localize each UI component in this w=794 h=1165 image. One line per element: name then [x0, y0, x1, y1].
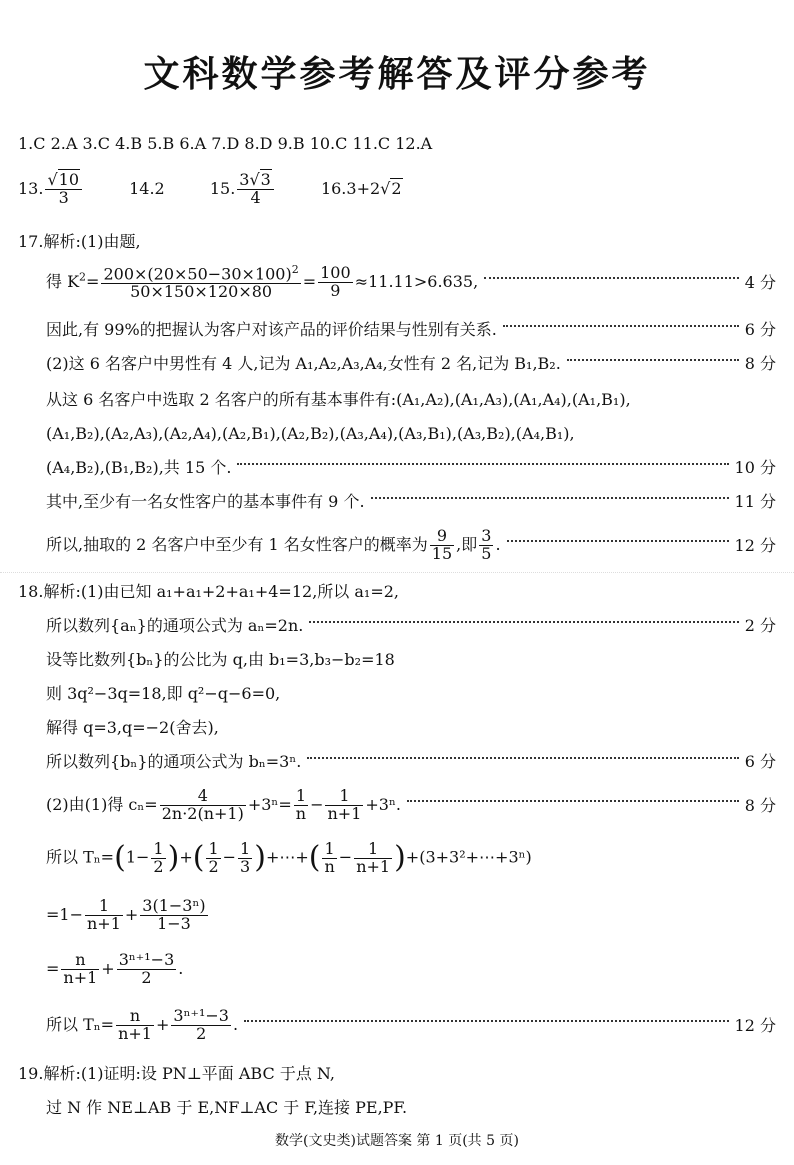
q13-numerator: 10 — [58, 170, 80, 189]
frac-den: n+1 — [356, 856, 391, 876]
line-text: + — [124, 904, 139, 924]
score-label: 8 分 — [744, 354, 776, 373]
q18-head: 18.解析:(1)由已知 a₁+a₁+2+a₁+4=12,所以 a₁=2, — [18, 582, 399, 601]
k-frac-den: 9 — [330, 280, 341, 300]
line-text: +3ⁿ= — [247, 794, 292, 814]
line-text: − — [310, 794, 324, 814]
q18-line-5: 解得 q=3,q=−2(舍去), — [46, 718, 219, 737]
frac-den: n+1 — [118, 1023, 152, 1043]
q17-line-8 — [46, 528, 776, 563]
score-label: 2 分 — [744, 616, 776, 635]
line-text: (2)由(1)得 cₙ= — [46, 794, 158, 814]
section-divider — [0, 572, 794, 573]
line-text: ,即 — [456, 534, 478, 554]
q13-denominator: 3 — [58, 187, 69, 207]
fill-answers: 13. $\frac{√10}{3}$ 14.2 15. $\frac{3√3}{4}$ 16.3+2√2 — [18, 170, 402, 207]
frac-den: n — [324, 856, 335, 876]
prob-numerator: 9 — [430, 528, 454, 546]
q18-line-7 — [46, 788, 776, 823]
k-tail: ≈11.11>6.635, — [354, 271, 479, 291]
q18-line-6 — [46, 752, 776, 771]
frac-num: 3(1−3ⁿ) — [142, 896, 206, 915]
frac-num: 1 — [354, 841, 392, 859]
frac-num: 3ⁿ⁺¹−3 — [173, 1006, 229, 1025]
page-footer: 数学(文史类)试题答案 第 1 页(共 5 页) — [275, 1133, 519, 1149]
line-text: 其中,至少有一名女性客户的基本事件有 9 个. — [46, 492, 365, 511]
dot-leader — [484, 277, 739, 279]
frac-num: 4 — [160, 788, 246, 806]
prob-denominator: 15 — [431, 543, 453, 563]
line-text: 所以,抽取的 2 名客户中至少有 1 名女性客户的概率为 — [46, 534, 428, 554]
mc-answers: 1.C 2.A 3.C 4.B 5.B 6.A 7.D 8.D 9.B 10.C 11.C 12.A — [18, 134, 433, 153]
q15-numerator: 3 — [260, 170, 271, 189]
score-label: 6 分 — [744, 752, 776, 771]
frac-den: 1−3 — [157, 913, 191, 933]
score-label: 11 分 — [734, 492, 776, 511]
frac-num: 3ⁿ⁺¹−3 — [118, 950, 175, 969]
q18-line-8: 所以 Tₙ=(1− $\frac{1}{2}$ )+( $\frac{1}{2}$ − $\frac{1}{3}$ )+⋯+( $\frac{1}{n}$ − $\frac{1}{n+1}$ )+(3+3²+⋯+3ⁿ) — [46, 838, 532, 876]
frac-den: 2 — [196, 1023, 207, 1043]
frac-den: 2 — [141, 967, 152, 987]
dot-leader — [503, 325, 739, 327]
line-text: +3ⁿ. — [365, 794, 401, 814]
line-text: + — [101, 958, 115, 978]
q18-line-2 — [46, 616, 776, 635]
line-text: +(3+3²+⋯+3ⁿ) — [405, 847, 532, 867]
line-text: . — [232, 1014, 239, 1034]
line-text: (2)这 6 名客户中男性有 4 人,记为 A₁,A₂,A₃,A₄,女性有 2 名,记为 B₁,B₂. — [46, 354, 561, 373]
k-frac-num: 100 — [320, 263, 351, 283]
dot-leader — [307, 757, 738, 759]
prob-numerator: 3 — [481, 526, 492, 545]
dot-leader — [407, 800, 739, 802]
q17-line-4: 从这 6 名客户中选取 2 名客户的所有基本事件有:(A₁,A₂),(A₁,A₃),(A₁,A₄),(A₁,B₁), — [46, 390, 631, 409]
frac-den: 2 — [153, 856, 164, 876]
prob-denominator: 5 — [481, 543, 492, 563]
k-denominator: 50×150×120×80 — [130, 282, 273, 302]
q16-radicand: 2 — [391, 178, 402, 198]
frac-num: 1 — [208, 838, 219, 858]
q18-line-4: 则 3q²−3q=18,即 q²−q−6=0, — [46, 684, 281, 703]
score-label: 10 分 — [734, 458, 776, 477]
q13-label: 13. — [18, 178, 44, 198]
dot-leader — [371, 497, 729, 499]
frac-num: n — [61, 952, 99, 970]
k-prefix: 得 K — [46, 271, 80, 291]
line-text: 所以 Tₙ= — [46, 847, 115, 867]
line-text: +⋯+ — [265, 847, 309, 867]
line-text: + — [179, 847, 193, 867]
score-label: 4 分 — [744, 272, 776, 292]
score-label: 12 分 — [734, 535, 776, 555]
q17-line-5: (A₁,B₂),(A₂,A₃),(A₂,A₄),(A₂,B₁),(A₂,B₂),(A₃,A₄),(A₃,B₁),(A₃,B₂),(A₄,B₁), — [46, 424, 575, 443]
q15-fraction: $\frac{3√3}{4}$ — [237, 172, 274, 207]
line-text: . — [178, 958, 184, 978]
q17-line-7 — [46, 492, 776, 511]
line-text: 所以数列{bₙ}的通项公式为 bₙ=3ⁿ. — [46, 752, 302, 771]
line-text: . — [495, 534, 501, 554]
dot-leader — [567, 359, 739, 361]
dot-leader — [244, 1020, 729, 1022]
line-text: =1− — [46, 904, 83, 924]
q18-line-10 — [46, 952, 776, 987]
frac-den: n+1 — [87, 913, 121, 933]
frac-num: 1 — [85, 898, 123, 916]
q17-line-3 — [46, 354, 776, 373]
frac-den: 3 — [240, 856, 251, 876]
q19-head: 19.解析:(1)证明:设 PN⊥平面 ABC 于点 N, — [18, 1064, 335, 1083]
q17-line-6 — [46, 458, 776, 477]
frac-den: 2 — [208, 856, 219, 876]
line-text: 所以数列{aₙ}的通项公式为 aₙ=2n. — [46, 616, 304, 635]
frac-num: 1 — [153, 838, 164, 858]
line-text: + — [155, 1014, 170, 1034]
frac-den: n+1 — [63, 967, 98, 987]
q17-head: 17.解析:(1)由题, — [18, 232, 141, 251]
line-text: 所以 Tₙ= — [46, 1014, 115, 1034]
frac-num: 1 — [294, 788, 308, 806]
dot-leader — [309, 621, 738, 623]
line-text: − — [338, 847, 353, 867]
score-label: 6 分 — [744, 320, 776, 339]
q17-line-2 — [46, 320, 776, 339]
q18-line-3: 设等比数列{bₙ}的公比为 q,由 b₁=3,b₃−b₂=18 — [46, 650, 395, 669]
q15-denominator: 4 — [250, 187, 261, 207]
line-text: = — [46, 958, 60, 978]
line-text: − — [222, 847, 237, 867]
page-title: 文科数学参考解答及评分参考 — [143, 54, 651, 95]
frac-den: 2n·2(n+1) — [161, 803, 244, 823]
dot-leader — [237, 463, 728, 465]
q18-line-9 — [46, 898, 776, 933]
line-text: 因此,有 99%的把握认为客户对该产品的评价结果与性别有关系. — [46, 320, 497, 339]
line-text: (A₄,B₂),(B₁,B₂),共 15 个. — [46, 458, 232, 477]
q19-line-2: 过 N 作 NE⊥AB 于 E,NF⊥AC 于 F,连接 PE,PF. — [46, 1098, 408, 1117]
q17-k-line: 得 $K^2=$ $\frac{200\times(20\times 50-30\times 100)^2}{50\times 150\times 120\times 80}$ = $\frac{100}{9}$ ≈11.11>6.635, 4 分 — [46, 263, 776, 302]
q14-answer: 14.2 — [129, 178, 165, 198]
q15-label: 15. — [209, 178, 236, 198]
score-label: 8 分 — [744, 795, 776, 815]
frac-den: n — [295, 803, 307, 823]
q16-answer: 16.3+2 — [320, 178, 381, 198]
q13-fraction: $\frac{√10}{3}$ — [45, 172, 82, 207]
frac-num: 1 — [240, 838, 251, 858]
frac-num: 1 — [325, 788, 363, 806]
q18-line-11 — [46, 1008, 776, 1043]
frac-num: n — [116, 1008, 154, 1026]
frac-den: n+1 — [327, 803, 362, 823]
k-equals: = — [302, 271, 317, 291]
frac-num: 1 — [322, 841, 336, 859]
line-text: 1− — [125, 847, 150, 867]
score-label: 12 分 — [734, 1015, 776, 1035]
dot-leader — [507, 540, 729, 542]
k-numerator: 200×(20×50−30×100) — [103, 264, 292, 284]
